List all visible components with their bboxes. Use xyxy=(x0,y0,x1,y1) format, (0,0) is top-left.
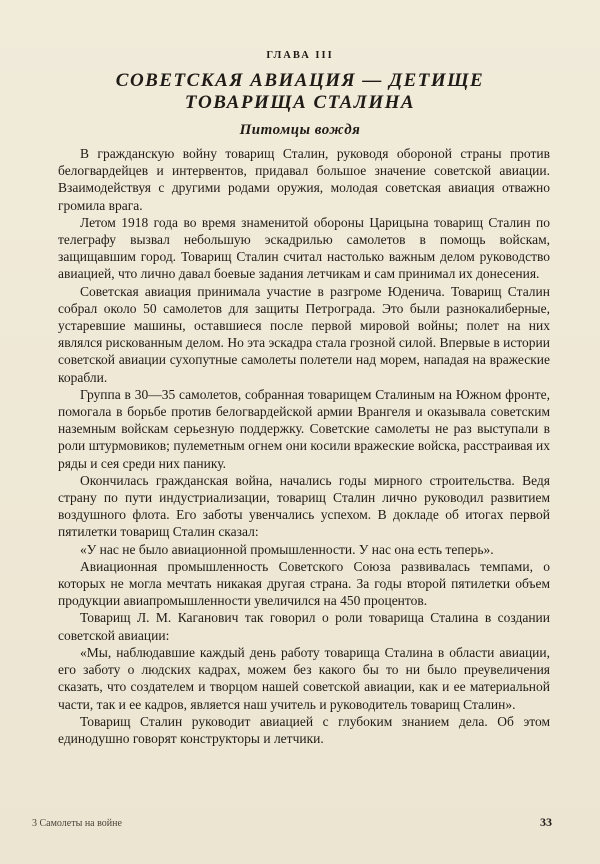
chapter-heading: ГЛАВА III xyxy=(266,50,334,61)
paragraph: «У нас не было авиационной промышленности. У нас она есть теперь». xyxy=(80,541,494,557)
chapter-title-line-2: ТОВАРИЩА СТАЛИНА xyxy=(184,92,416,113)
section-subtitle: Питомцы вождя xyxy=(239,122,361,138)
paragraph: Товарищ Сталин руководит авиацией с глубоким знанием дела. Об этом единодушно говорят конструкторы и летчики. xyxy=(58,713,550,746)
paragraph: Группа в 30—35 самолетов, собранная товарищем Сталиным на Южном фронте, помогала в борьбе против белогвардейской армии Врангеля и оказывала советским наземным войскам серьезную поддержку. Советские самолеты не раз выступали в роли штурмовиков; пулеметным огнем они косили вражеские войска, расстраивая их ряды и сея среди них панику. xyxy=(58,386,550,471)
paragraph: «Мы, наблюдавшие каждый день работу товарища Сталина в области авиации, его заботу о людских кадрах, можем без какого бы то ни было преувеличения сказать, что создателем и творцом нашей советской авиации, как и ее материальной части, так и ее кадров, является наш учитель и руководитель товарищ Сталин». xyxy=(58,644,550,712)
footer-signature: 3 Самолеты на войне xyxy=(32,818,122,829)
paragraph: Товарищ Л. М. Каганович так говорил о роли товарища Сталина в создании советской авиации: xyxy=(58,610,550,643)
paragraph: Окончилась гражданская война, начались годы мирного строительства. Ведя страну по пути индустриализации, товарищ Сталин лично руководил развитием воздушного флота. Его заботы увенчались успехом. В докладе об итогах первой пятилетки товарищ Сталин сказал: xyxy=(58,472,550,540)
paragraph: Авиационная промышленность Советского Союза развивалась темпами, о которых не могла мечтать никакая другая страна. За годы второй пятилетки объем продукции авиапромышленности увеличился на 450 процентов. xyxy=(58,558,550,609)
paragraph: Советская авиация принимала участие в разгроме Юденича. Товарищ Сталин собрал около 50 самолетов для защиты Петрограда. Это были разнокалиберные, устаревшие машины, оставшиеся после первой мировой войны; полет на них являлся рискованным делом. Но эта эскадра стала грозной силой. Впервые в истории советской авиации сухопутные самолеты полетели над морем, нападая на вражеские корабли. xyxy=(58,283,550,385)
body-text xyxy=(58,145,550,747)
paragraph: В гражданскую войну товарищ Сталин, руководя обороной страны против белогвардейцев и интервентов, придавал большое значение советской авиации. Взаимодействуя с другими родами оружия, молодая советская авиация отважно громила врага. xyxy=(58,146,550,213)
chapter-title-line-1: СОВЕТСКАЯ АВИАЦИЯ — ДЕТИЩЕ xyxy=(115,70,485,91)
chapter-title xyxy=(0,70,600,114)
paragraph: Летом 1918 года во время знаменитой обороны Царицына товарищ Сталин по телеграфу вызвал небольшую эскадрилью самолетов в помощь войскам, защищавшим город. Товарищ Сталин считал настолько важным делом руководство авиацией, что лично давал боевые задания летчикам и сам принимал их донесения. xyxy=(58,214,550,282)
page-number: 33 xyxy=(540,815,552,829)
